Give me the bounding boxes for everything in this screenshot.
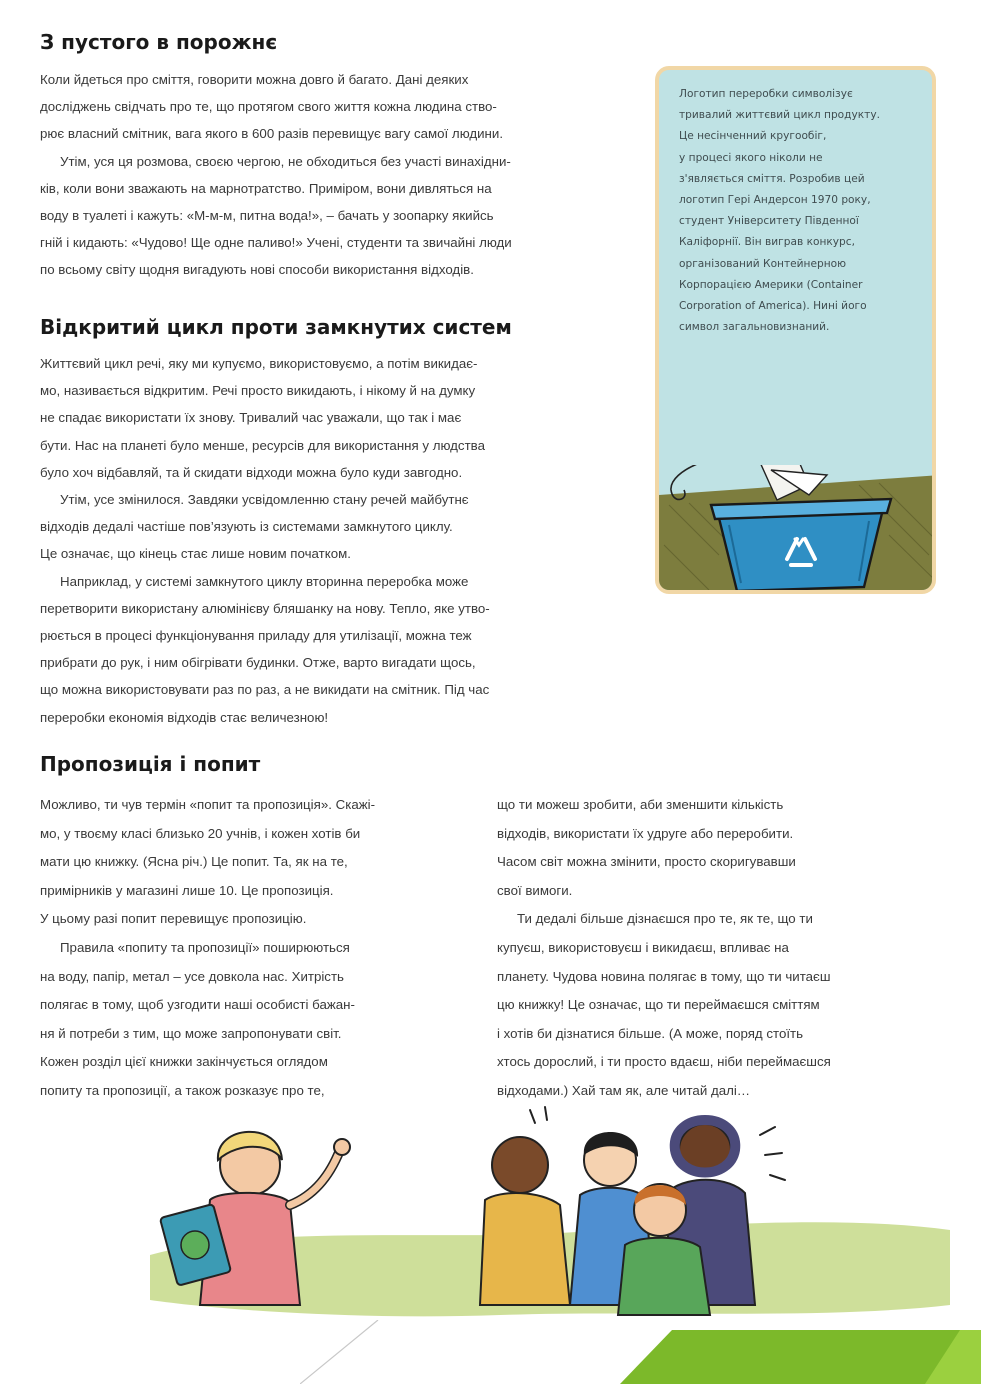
paragraph-line: Коли йдеться про сміття, говорити можна довго й багато. Дані деяких — [40, 72, 469, 87]
paragraph-line: Це означає, що кінець стає лише новим початком. — [40, 546, 351, 562]
recycling-logo-sidebar — [655, 66, 936, 594]
paragraph-line: Життєвий цикл речі, яку ми купуємо, використовуємо, а потім викидає- — [40, 356, 478, 371]
paragraph-line: Можливо, ти чув термін «попит та пропозиція». Скажі- — [40, 797, 375, 812]
paragraph-line: відходами.) Хай там як, але читай далі… — [497, 1082, 751, 1098]
sidebar-line: тривалий життєвий цикл продукту. — [679, 109, 880, 122]
sidebar-line: Логотип переробки символізує — [679, 88, 853, 100]
paragraph-line: гній і кидають: «Чудово! Ще одне паливо!» Учені, студенти та звичайні люди — [40, 235, 512, 251]
section2-body — [40, 350, 490, 731]
paragraph-line: купуєш, використовуєш і викидаєш, впливає на — [497, 939, 789, 955]
paragraph-line: було хоч відбавляй, та й скидати відходи можна було куди завгодно. — [40, 464, 463, 480]
paragraph-line: хтось дорослий, і ти просто вдаєш, ніби переймаєшся — [497, 1054, 831, 1070]
children-group — [480, 1107, 785, 1315]
paragraph-line: перетворити використану алюмінієву бляшанку на нову. Тепло, яке утво- — [40, 600, 490, 616]
paragraph-line: У цьому разі попит перевищує пропозицію. — [40, 911, 307, 927]
teacher-and-children-illustration — [140, 1105, 960, 1345]
paragraph-line: мо, називається відкритим. Речі просто викидають, і нікому й на думку — [40, 383, 476, 399]
section3-left-column — [40, 791, 375, 1106]
paragraph-line: бути. Нас на планеті було менше, ресурсів для використання у людства — [40, 437, 485, 453]
paragraph-line: воду в туалеті і кажуть: «М-м-м, питна вода!», – бачать у зоопарку якийсь — [40, 208, 494, 224]
sidebar-line: у процесі якого ніколи не — [679, 151, 823, 164]
paragraph-line: відходів, використати їх удруге або переробити. — [497, 825, 794, 841]
paragraph-line: примірників у магазині лише 10. Це пропозиція. — [40, 882, 334, 898]
paragraph-line: Кожен розділ цієї книжки закінчується оглядом — [40, 1054, 328, 1070]
paragraph-line: планету. Чудова новина полягає в тому, що ти читаєш — [497, 968, 831, 984]
sidebar-line: Це несінченний кругообіг, — [679, 130, 827, 143]
paragraph-line: на воду, папір, метал – усе довкола нас. Хитрість — [40, 968, 344, 984]
paragraph-line: Часом світ можна змінити, просто скоригувавши — [497, 854, 796, 870]
section-title-open-vs-closed: Відкритий цикл проти замкнутих систем — [40, 315, 512, 339]
decorative-diagonal-line — [300, 1320, 420, 1384]
paragraph-line: мо, у твоєму класі близько 20 учнів, і кожен хотів би — [40, 825, 361, 841]
paragraph-line: Ти дедалі більше дізнаєшся про те, як те, що ти — [517, 911, 813, 927]
paragraph-line: ків, коли вони зважають на марнотратство. Приміром, вони дивляться на — [40, 180, 492, 196]
paragraph-line: полягає в тому, щоб узгодити наші особисті бажан- — [40, 997, 355, 1013]
sidebar-line: з'являється сміття. Розробив цей — [679, 172, 865, 185]
decorative-green-accent — [620, 1330, 981, 1384]
section1-body — [40, 66, 512, 284]
sidebar-line: символ загальновизнаний. — [679, 321, 830, 334]
paragraph-line: Утім, уся ця розмова, своєю чергою, не обходиться без участі винахідни- — [60, 153, 511, 169]
sidebar-line: студент Університету Південної — [679, 215, 859, 228]
paragraph-line: по всьому світу щодня вигадують нові способи використання відходів. — [40, 262, 474, 278]
sidebar-line: Каліфорнії. Він виграв конкурс, — [679, 236, 855, 249]
sidebar-line: організований Контейнерною — [679, 257, 847, 270]
paragraph-line: рює власний смітник, вага якого в 600 разів перевищує вагу самої людини. — [40, 126, 504, 142]
paragraph-line: переробки економія відходів стає величезною! — [40, 709, 329, 725]
sidebar-text — [679, 84, 880, 338]
paragraph-line: досліджень свідчать про те, що протягом свого життя кожна людина ство- — [40, 99, 497, 115]
paragraph-line: Правила «попиту та пропозиції» поширюються — [60, 939, 350, 955]
paragraph-line: свої вимоги. — [497, 882, 573, 898]
paragraph-line: попиту та пропозиції, а також розказує про те, — [40, 1082, 325, 1098]
section-title-empty-to-void: З пустого в порожнє — [40, 30, 278, 54]
paragraph-line: мати цю книжку. (Ясна річ.) Це попит. Та, як на те, — [40, 854, 348, 870]
sidebar-line: Corporation of America). Нині його — [679, 300, 867, 313]
recycling-bin-illustration — [659, 465, 936, 594]
section3-right-column — [497, 791, 831, 1106]
paragraph-line: і хотів би дізнатися більше. (А може, поряд стоїть — [497, 1025, 804, 1041]
paragraph-line: Утім, усе змінилося. Завдяки усвідомленню стану речей майбутнє — [60, 492, 469, 508]
paragraph-line: цю книжку! Це означає, що ти переймаєшся сміттям — [497, 997, 820, 1013]
paragraph-line: що можна використовувати раз по раз, а не викидати на смітник. Під час — [40, 682, 490, 698]
paragraph-line: що ти можеш зробити, аби зменшити кількість — [497, 797, 784, 812]
paragraph-line: прибрати до рук, і ним обігрівати будинки. Отже, варто вигадати щось, — [40, 655, 476, 671]
paragraph-line: відходів дедалі частіше пов’язують із системами замкнутого циклу. — [40, 519, 453, 535]
sidebar-line: Корпорацією Америки (Container — [679, 278, 863, 291]
paragraph-line: не спадає використати їх знову. Тривалий час уважали, що так і має — [40, 410, 462, 426]
paragraph-line: ня й потреби з тим, що може запропонувати світ. — [40, 1025, 342, 1041]
sidebar-line: логотип Гері Андерсон 1970 року, — [679, 194, 871, 207]
paragraph-line: рюється в процесі функціонування приладу для утилізації, можна теж — [40, 628, 472, 644]
section-title-supply-and-demand: Пропозиція і попит — [40, 752, 261, 776]
paragraph-line: Наприклад, у системі замкнутого циклу вторинна переробка може — [60, 573, 469, 589]
